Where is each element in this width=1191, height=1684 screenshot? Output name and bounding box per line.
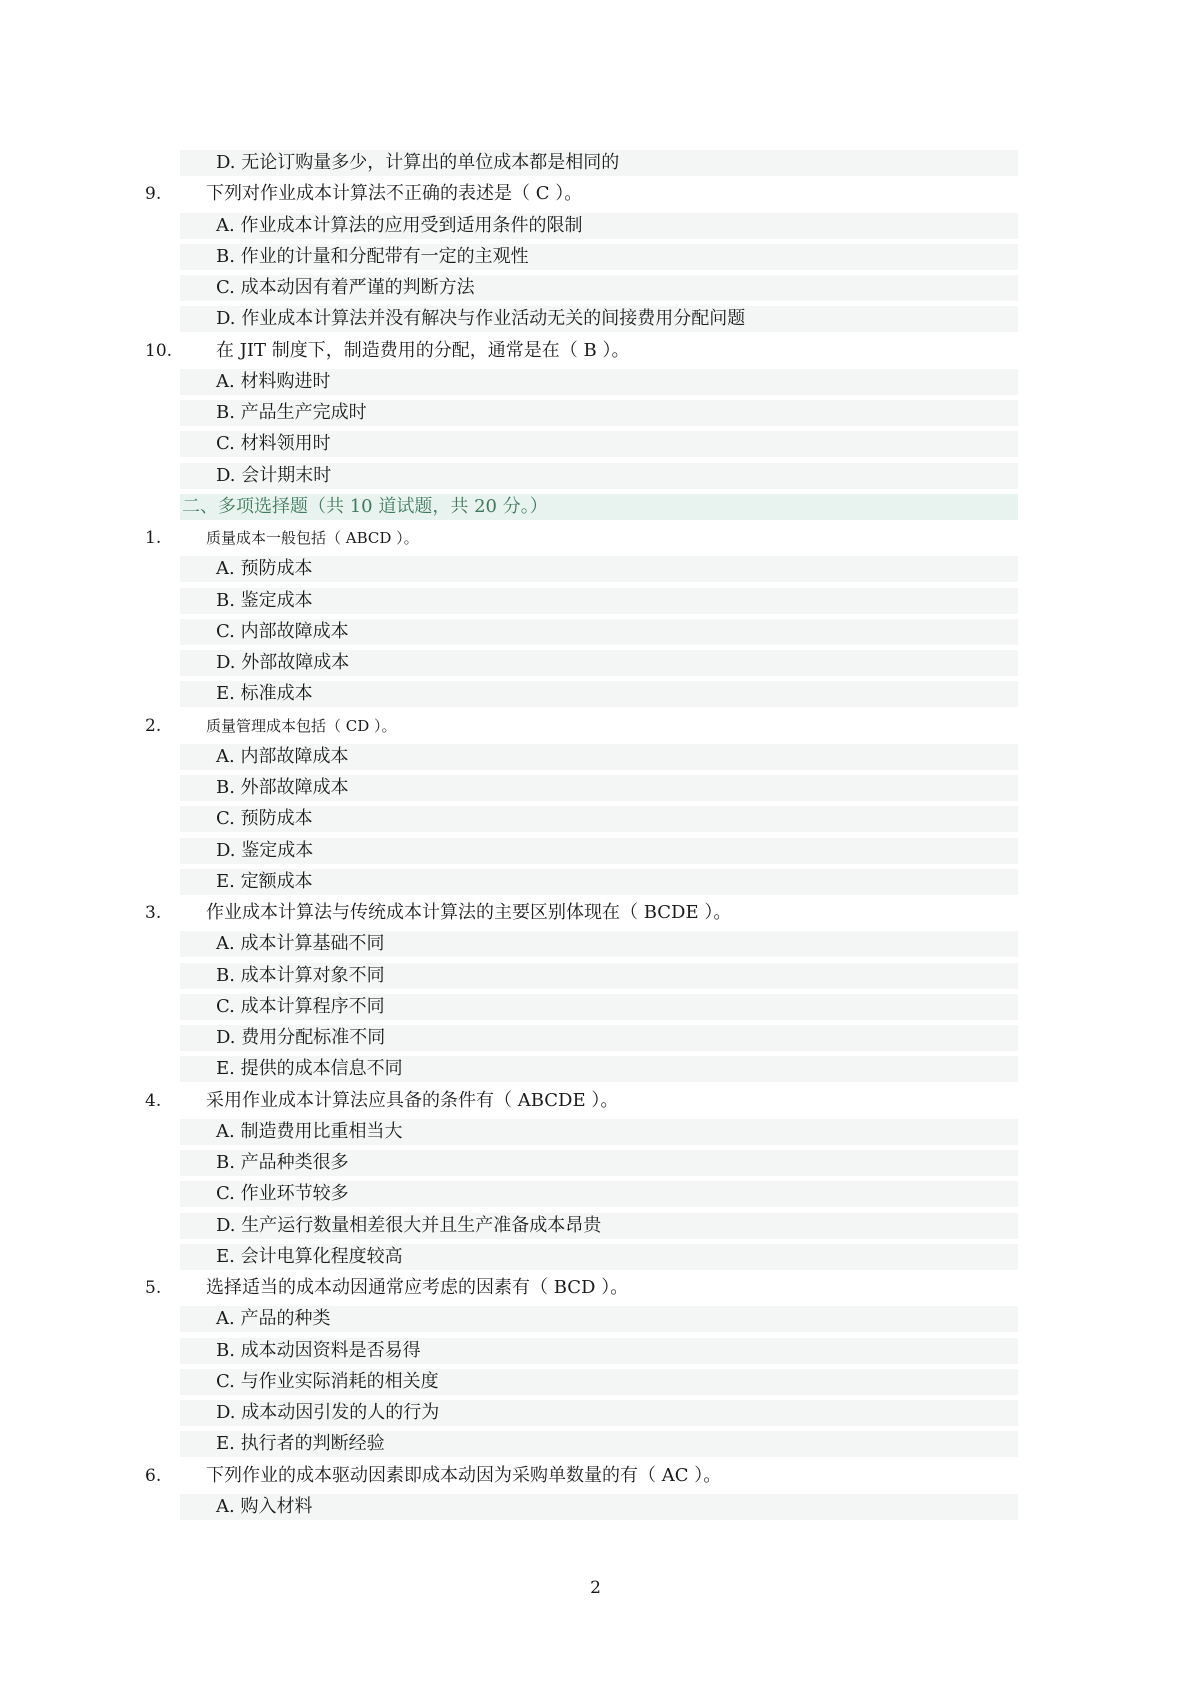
option-text: A. 成本计算基础不同	[216, 933, 385, 954]
option-text: D. 外部故障成本	[216, 652, 350, 673]
question-number: 9.	[145, 184, 162, 204]
option-text: B. 作业的计量和分配带有一定的主观性	[216, 246, 529, 267]
option-text: D. 鉴定成本	[216, 840, 314, 861]
question-item	[0, 523, 1191, 553]
option-text: E. 会计电算化程度较高	[216, 1246, 403, 1267]
question-number: 3.	[145, 903, 162, 923]
option-text: B. 成本动因资料是否易得	[216, 1340, 421, 1361]
question-item	[0, 1086, 1191, 1116]
page-number: 2	[590, 1578, 601, 1598]
option-item	[0, 1148, 1191, 1178]
question-item	[0, 711, 1191, 741]
question-number: 10.	[145, 341, 173, 361]
option-item	[0, 1211, 1191, 1241]
option-item	[0, 1492, 1191, 1522]
option-text: A. 内部故障成本	[216, 746, 349, 767]
question-number: 5.	[145, 1278, 162, 1298]
question-text: 采用作业成本计算法应具备的条件有（ ABCDE ）。	[206, 1090, 619, 1111]
option-item	[0, 1023, 1191, 1053]
question-number: 4.	[145, 1091, 162, 1111]
option-item	[0, 304, 1191, 334]
question-number: 1.	[145, 528, 162, 548]
option-text: D. 会计期末时	[216, 465, 332, 486]
option-text: A. 预防成本	[216, 558, 313, 579]
option-item	[0, 992, 1191, 1022]
option-text: C. 材料领用时	[216, 433, 331, 454]
option-text: C. 预防成本	[216, 808, 313, 829]
option-text: E. 执行者的判断经验	[216, 1433, 385, 1454]
option-text: D. 无论订购量多少，计算出的单位成本都是相同的	[216, 152, 620, 173]
question-item	[0, 1461, 1191, 1491]
option-text: E. 定额成本	[216, 871, 313, 892]
option-item	[0, 617, 1191, 647]
question-text: 质量管理成本包括（ CD ）。	[206, 717, 397, 735]
option-text: A. 购入材料	[216, 1496, 313, 1517]
question-number: 6.	[145, 1466, 162, 1486]
section-title: 二、多项选择题（共 10 道试题，共 20 分。）	[182, 496, 548, 517]
question-text: 下列对作业成本计算法不正确的表述是（ C ）。	[206, 183, 583, 204]
option-item	[0, 773, 1191, 803]
option-text: C. 内部故障成本	[216, 621, 349, 642]
option-item	[0, 1398, 1191, 1428]
option-text: C. 与作业实际消耗的相关度	[216, 1371, 439, 1392]
option-item	[0, 1179, 1191, 1209]
option-item	[0, 273, 1191, 303]
option-text: A. 制造费用比重相当大	[216, 1121, 403, 1142]
option-item	[0, 1367, 1191, 1397]
option-item	[0, 961, 1191, 991]
option-item	[0, 1304, 1191, 1334]
option-item	[0, 804, 1191, 834]
question-item	[0, 1273, 1191, 1303]
option-item	[0, 836, 1191, 866]
question-text: 质量成本一般包括（ ABCD ）。	[206, 529, 419, 547]
option-text: A. 产品的种类	[216, 1308, 331, 1329]
question-item	[0, 179, 1191, 209]
option-item	[0, 742, 1191, 772]
option-item	[0, 211, 1191, 241]
question-text: 作业成本计算法与传统成本计算法的主要区别体现在（ BCDE ）。	[206, 902, 732, 923]
option-item	[0, 867, 1191, 897]
option-item	[0, 429, 1191, 459]
option-text: B. 产品种类很多	[216, 1152, 349, 1173]
option-text: B. 外部故障成本	[216, 777, 349, 798]
option-item	[0, 148, 1191, 178]
question-number: 2.	[145, 716, 162, 736]
option-text: C. 成本动因有着严谨的判断方法	[216, 277, 475, 298]
section-heading	[0, 492, 1191, 522]
option-item	[0, 1336, 1191, 1366]
question-text: 下列作业的成本驱动因素即成本动因为采购单数量的有（ AC ）。	[206, 1465, 722, 1486]
option-text: C. 成本计算程序不同	[216, 996, 385, 1017]
option-item	[0, 554, 1191, 584]
option-item	[0, 398, 1191, 428]
option-text: B. 鉴定成本	[216, 590, 313, 611]
option-item	[0, 648, 1191, 678]
option-text: D. 费用分配标准不同	[216, 1027, 386, 1048]
option-item	[0, 586, 1191, 616]
option-text: B. 产品生产完成时	[216, 402, 367, 423]
option-item	[0, 929, 1191, 959]
option-item	[0, 461, 1191, 491]
option-item	[0, 1242, 1191, 1272]
option-text: B. 成本计算对象不同	[216, 965, 385, 986]
option-text: C. 作业环节较多	[216, 1183, 349, 1204]
question-item	[0, 898, 1191, 928]
option-text: A. 作业成本计算法的应用受到适用条件的限制	[216, 215, 583, 236]
option-text: E. 提供的成本信息不同	[216, 1058, 403, 1079]
option-item	[0, 1429, 1191, 1459]
option-item	[0, 1117, 1191, 1147]
option-item	[0, 1054, 1191, 1084]
question-item	[0, 336, 1191, 366]
option-item	[0, 679, 1191, 709]
option-text: E. 标准成本	[216, 683, 313, 704]
question-text: 选择适当的成本动因通常应考虑的因素有（ BCD ）。	[206, 1277, 629, 1298]
option-item	[0, 242, 1191, 272]
option-text: D. 生产运行数量相差很大并且生产准备成本昂贵	[216, 1215, 602, 1236]
option-item	[0, 367, 1191, 397]
option-text: A. 材料购进时	[216, 371, 331, 392]
question-text: 在 JIT 制度下，制造费用的分配，通常是在（ B ）。	[216, 340, 630, 361]
option-text: D. 成本动因引发的人的行为	[216, 1402, 440, 1423]
option-text: D. 作业成本计算法并没有解决与作业活动无关的间接费用分配问题	[216, 308, 746, 329]
